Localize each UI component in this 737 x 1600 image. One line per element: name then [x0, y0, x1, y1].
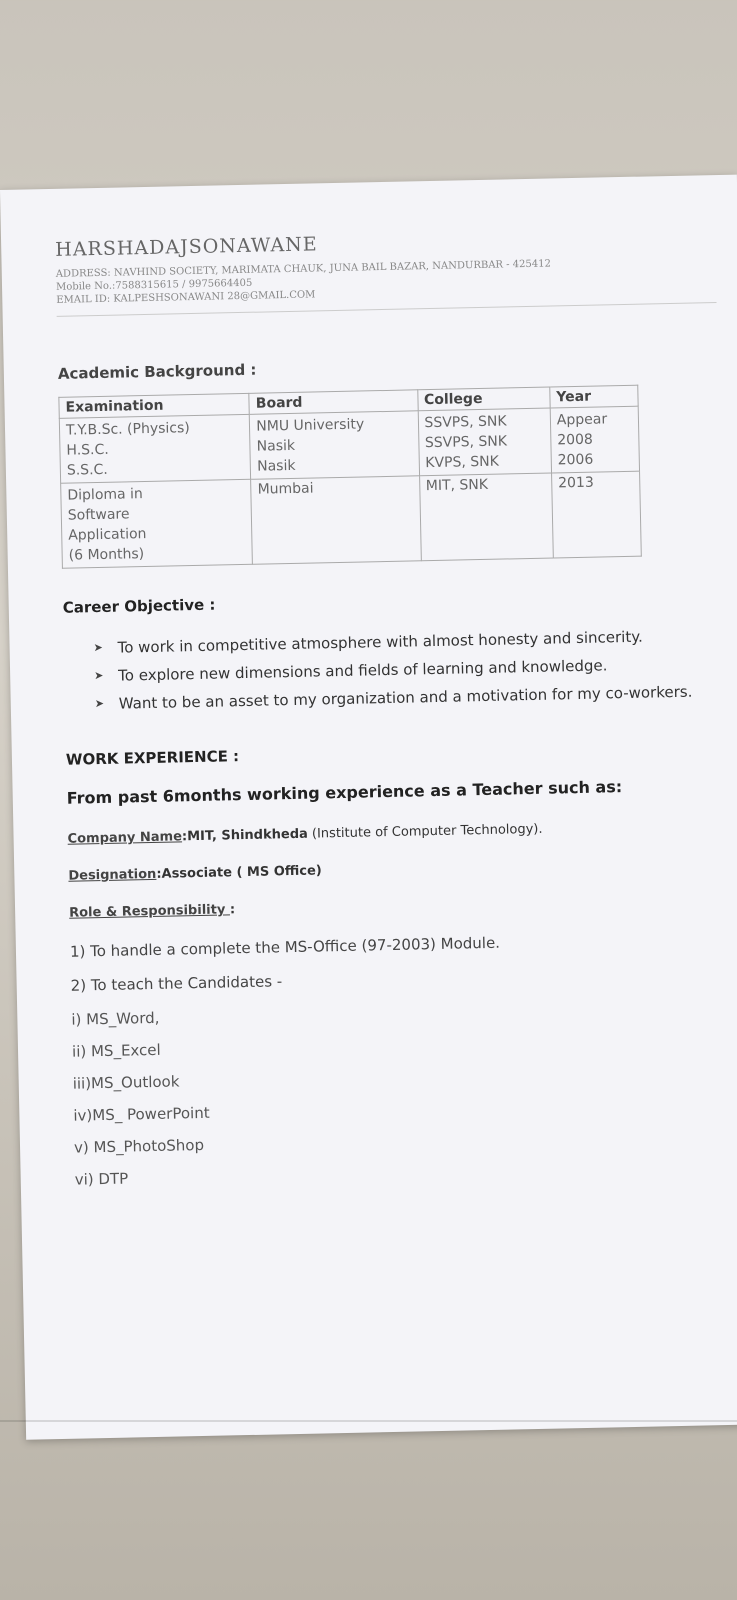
exam-cell: Diploma in Software Application (6 Months)	[61, 479, 253, 568]
academic-table	[58, 385, 641, 569]
arrow-bullet-icon: ➤	[94, 696, 105, 711]
address-line: ADDRESS: NAVHIND SOCIETY, MARIMATA CHAUK, JUNA BAIL BAZAR, NANDURBAR - 425412	[55, 258, 552, 280]
work-experience-title: WORK EXPERIENCE :	[65, 747, 240, 769]
duty-item: 1) To handle a complete the MS-Office (97-2003) Module.	[69, 933, 501, 961]
exam-cell: T.Y.B.Sc. (Physics) H.S.C. S.S.C.	[59, 414, 251, 483]
table-row	[61, 471, 642, 568]
header-examination: Examination	[59, 393, 250, 418]
header-college: College	[417, 387, 550, 411]
company-line	[67, 818, 707, 846]
role-label: Role & Responsibility	[69, 902, 231, 921]
list-item: ➤ Want to be an asset to my organization and a motivation for my co-workers.	[95, 679, 705, 716]
college-cell: SSVPS, SNK SSVPS, SNK KVPS, SNK	[418, 408, 552, 476]
module-item: vi) DTP	[74, 1169, 129, 1189]
module-item: v) MS_PhotoShop	[73, 1135, 205, 1157]
designation-line	[68, 855, 708, 883]
header-board: Board	[249, 390, 418, 415]
resume-document	[55, 225, 715, 1202]
duty-item: 2) To teach the Candidates -	[70, 972, 283, 995]
college-cell: MIT, SNK	[419, 473, 553, 561]
designation-label: Designation	[68, 866, 157, 884]
mobile-line: Mobile No.:7588315615 / 9975664405	[55, 277, 253, 293]
module-item: iv)MS_ PowerPoint	[73, 1103, 210, 1125]
list-item: ➤ To explore new dimensions and fields of learning and knowledge.	[94, 651, 704, 688]
year-cell: 2013	[551, 471, 641, 558]
role-line	[69, 892, 709, 920]
company-extra: (Institute of Computer Technology).	[307, 821, 543, 842]
career-objective-title: Career Objective :	[62, 595, 216, 617]
header-divider	[57, 302, 717, 317]
company-value: :MIT, Shindkheda	[181, 826, 308, 845]
arrow-bullet-icon: ➤	[93, 640, 103, 655]
year-cell: Appear 2008 2006	[550, 406, 639, 473]
work-summary: From past 6months working experience as a Teacher such as:	[66, 777, 623, 808]
header-year: Year	[550, 385, 639, 408]
candidate-name: HARSHADAJSONAWANE	[55, 233, 318, 261]
table-row	[59, 406, 639, 483]
arrow-bullet-icon: ➤	[94, 668, 104, 683]
module-item: i) MS_Word,	[71, 1008, 160, 1029]
module-item: iii)MS_Outlook	[72, 1072, 180, 1093]
board-cell: Mumbai	[251, 476, 421, 565]
resume-paper	[0, 175, 737, 1440]
designation-value: :Associate ( MS Office)	[156, 863, 322, 882]
list-item: ➤ To work in competitive atmosphere with almost honesty and sincerity.	[93, 623, 703, 660]
academic-title: Academic Background :	[57, 360, 257, 383]
objective-list	[93, 623, 705, 716]
paper-fold-shadow	[0, 1420, 737, 1422]
company-label: Company Name	[67, 829, 183, 847]
board-cell: NMU University Nasik Nasik	[250, 411, 420, 480]
email-line: EMAIL ID: KALPESHSONAWANI 28@GMAIL.COM	[56, 289, 316, 306]
module-item: ii) MS_Excel	[71, 1040, 161, 1061]
role-colon: :	[229, 902, 236, 918]
